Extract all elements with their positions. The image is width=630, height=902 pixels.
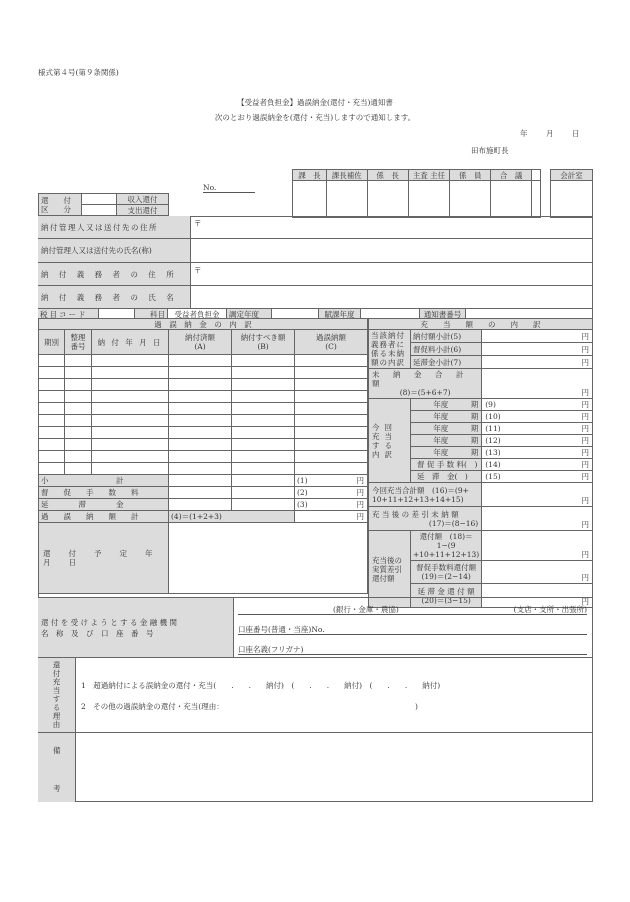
this-time-item: 年度 期	[411, 447, 482, 459]
col-over	[295, 330, 368, 355]
form-number: 様式第４号(第９条関係)	[38, 68, 119, 77]
this-time-item: 督 促 手 数 料( )	[411, 459, 482, 471]
item-no: (11)	[485, 424, 501, 433]
yen: 円	[581, 573, 589, 582]
col-ref-2: 番号	[70, 342, 86, 351]
approval-table	[292, 169, 541, 218]
total-17-1: 充 当 後 の 差 引 未 納 額	[372, 509, 459, 519]
postal-mark: 〒	[194, 219, 202, 228]
refund-type-label-2: 区 分	[41, 204, 71, 214]
col-over-2: (C)	[325, 342, 337, 351]
bank-label	[38, 598, 234, 657]
unpaid-total-value[interactable]	[482, 369, 593, 399]
subject-label: 科目	[135, 309, 168, 320]
remarks-section	[38, 733, 593, 802]
net-item-18	[411, 531, 482, 561]
table-row	[39, 367, 368, 379]
bank-section	[38, 597, 593, 658]
refund-type-check-1[interactable]	[82, 194, 117, 205]
col-ref	[65, 330, 92, 355]
bank-fields	[234, 595, 593, 657]
this-time-value[interactable]	[482, 471, 593, 483]
col-due-2: (B)	[257, 342, 269, 351]
approval-head-4: 主査 主任	[408, 170, 450, 181]
total-17-2: (17)＝(8−16)	[428, 518, 479, 528]
unpaid-total-2: (8)＝(5+6+7)	[399, 388, 451, 397]
taxpayer-name-field[interactable]	[191, 286, 593, 308]
yen: 円	[581, 460, 589, 469]
fee-no: (2)	[297, 488, 308, 497]
accounting-stamp-box[interactable]	[551, 181, 593, 218]
total-17-label	[369, 507, 482, 531]
overpayment-header: 過 誤 納 金 の 内 訳	[39, 319, 368, 330]
branch-suffix: (支店・支所・出張所)	[513, 605, 587, 614]
this-time-value[interactable]	[482, 435, 593, 447]
yen: 円	[356, 500, 364, 509]
yen: 円	[581, 436, 589, 445]
subtotal-value[interactable]	[295, 475, 368, 487]
this-time-value[interactable]	[482, 459, 593, 471]
refund-date-label: 還 付 予 定 年 月 日	[39, 523, 169, 594]
this-time-item: 年度 期	[411, 423, 482, 435]
yen: 円	[581, 388, 589, 397]
fee-label: 督 促 手 数 料	[39, 487, 169, 499]
reason-fields	[76, 658, 593, 732]
this-time-value[interactable]	[482, 411, 593, 423]
delay-no: (3)	[297, 500, 308, 509]
remarks-label-2: 考	[53, 784, 61, 793]
refund-type-label-1: 還 付	[41, 195, 71, 205]
stamp-box[interactable]	[491, 181, 532, 218]
yen: 円	[356, 476, 364, 485]
payee-address-label: 納付管理人又は送付先の住所	[38, 216, 191, 238]
unpaid-value-5[interactable]	[482, 330, 593, 343]
refund-date-field[interactable]	[169, 523, 368, 594]
account-number-field[interactable]: 口座番号(普通・当座)No.	[238, 624, 587, 635]
net-item-19	[411, 561, 482, 584]
date-day: 日	[572, 129, 580, 138]
yen: 円	[356, 488, 364, 497]
notice-no-label: No.	[203, 183, 255, 193]
table-row	[39, 355, 368, 367]
net-20-1: 延 滞 金 還 付 額	[417, 586, 475, 596]
refund-type-check-2[interactable]	[82, 205, 117, 216]
total-label: 過 誤 納 額 計	[39, 511, 169, 523]
table-row	[39, 403, 368, 415]
col-date: 納 付 年 月 日	[92, 330, 169, 355]
col-paid	[169, 330, 232, 355]
appropriation-header: 充 当 額 の 内 訳	[369, 319, 593, 330]
payee-name-label: 納付管理人又は送付先の氏名(称)	[38, 239, 191, 262]
unpaid-total-label	[369, 369, 482, 399]
table-row	[39, 427, 368, 439]
table-row	[39, 415, 368, 427]
delay-label: 延 滞 金	[39, 499, 169, 511]
approval-head-2: 課長補佐	[326, 170, 367, 181]
remarks-label	[38, 733, 76, 802]
reason-line-2[interactable]: 2 その他の過誤納金の還付・充当(理由： )	[81, 702, 418, 711]
approval-head-6: 合 議	[491, 170, 532, 181]
table-row	[39, 379, 368, 391]
col-ref-1: 整理	[70, 333, 86, 342]
bank-name-field[interactable]	[238, 604, 587, 615]
subtotal-label: 小 計	[39, 475, 169, 487]
this-time-item: 年度 期	[411, 411, 482, 423]
net-19-1: 督促手数料還付額	[416, 563, 477, 572]
total-value[interactable]	[295, 511, 368, 523]
bank-label-2: 名 称 及 び 口 座 番 号	[41, 628, 154, 638]
yen: 円	[581, 550, 589, 559]
col-paid-2: (A)	[194, 342, 206, 351]
col-due	[232, 330, 295, 355]
payee-name-field[interactable]	[191, 239, 593, 262]
yen: 円	[581, 496, 589, 505]
taxpayer-address-label: 納 付 義 務 者 の 住 所	[38, 263, 191, 285]
bank-suffix: (銀行・金庫・農協)	[333, 605, 399, 614]
total-16-label	[369, 483, 482, 507]
accounting-head: 会計室	[551, 170, 593, 181]
unpaid-label: 当該納付義務者に係る未納額の内訳	[369, 330, 411, 369]
remarks-field[interactable]	[76, 733, 593, 802]
taxpayer-name-label: 納 付 義 務 者 の 氏 名	[38, 286, 191, 308]
col-paid-1: 納付済額	[185, 333, 215, 342]
net-value-18[interactable]	[482, 531, 593, 561]
total-17-value[interactable]	[482, 507, 593, 531]
total-formula: (4)＝(1+2+3)	[169, 511, 295, 523]
document-title: 【受益者負担金】過誤納金(還付・充当)通知書	[237, 98, 393, 107]
yen: 円	[581, 412, 589, 421]
levy-year-label: 賦課年度	[319, 309, 361, 320]
address-rows	[38, 216, 593, 321]
table-row	[39, 463, 368, 475]
col-due-1: 納付すべき額	[240, 333, 286, 342]
subject-value: 受益者負担金	[168, 309, 227, 320]
approval-head-5: 係 員	[450, 170, 491, 181]
taxpayer-address-field[interactable]	[191, 263, 593, 285]
col-over-1: 過誤納額	[316, 333, 346, 342]
issuer: 田布施町長	[471, 146, 509, 155]
date-year: 年	[520, 129, 528, 138]
stamp-box[interactable]	[326, 181, 367, 218]
item-no: (15)	[485, 472, 501, 481]
payee-address-field[interactable]	[191, 216, 593, 238]
item-no: (13)	[485, 448, 501, 457]
approval-head-3: 係 長	[367, 170, 408, 181]
refund-option-expense[interactable]: 支出還付	[117, 205, 169, 216]
item-no: (14)	[485, 460, 501, 469]
net-value-19[interactable]	[482, 561, 593, 584]
tax-code-label: 税目コード	[38, 309, 99, 320]
yen: 円	[581, 332, 589, 341]
assessment-year-label: 調定年度	[227, 309, 272, 320]
table-row	[39, 451, 368, 463]
remarks-label-1: 備	[53, 746, 61, 755]
net-18-2: +10+11+12+13)	[413, 550, 480, 559]
unpaid-item-7: 延滞金小計(7)	[411, 356, 482, 369]
total-16-2: 10+11+12+13+14+15)	[372, 494, 464, 504]
col-period: 期別	[39, 330, 65, 355]
yen: 円	[581, 472, 589, 481]
unpaid-value-7[interactable]	[482, 356, 593, 369]
date-month: 月	[546, 129, 554, 138]
reason-line-1[interactable]: 1 超過納付による誤納金の還付・充当( . . 納付) ( . . 納付) ( . . 納付)	[81, 681, 441, 690]
yen: 円	[581, 597, 589, 606]
notice-number-label: 通知書番号	[420, 309, 466, 320]
postal-mark: 〒	[194, 266, 202, 275]
stamp-box[interactable]	[408, 181, 450, 218]
accounting-table	[550, 169, 593, 218]
bank-label-1: 還 付 を 受 け よ う と す る 金 融 機 関	[41, 617, 177, 627]
stamp-box[interactable]	[367, 181, 408, 218]
approval-head-1: 課 長	[293, 170, 327, 181]
account-name-field[interactable]: 口座名義(フリガナ)	[238, 644, 587, 655]
unpaid-item-5: 納付額小計(5)	[411, 330, 482, 343]
yen: 円	[581, 358, 589, 367]
refund-type-table	[38, 193, 169, 216]
item-no: (9)	[485, 400, 496, 409]
reason-label: 還付充当する理由	[38, 658, 76, 732]
overpayment-table	[38, 318, 368, 594]
this-time-label: 今回充当する内訳	[369, 399, 411, 483]
table-row	[39, 439, 368, 451]
yen: 円	[356, 512, 364, 521]
delay-value[interactable]	[295, 499, 368, 511]
total-16-value[interactable]	[482, 483, 593, 507]
appropriation-table	[368, 318, 593, 608]
unpaid-item-6: 督促料小計(6)	[411, 343, 482, 356]
net-18-1: 還付額 (18)＝1−(9	[419, 532, 473, 550]
refund-option-income[interactable]: 収入還付	[117, 194, 169, 205]
stamp-box[interactable]	[450, 181, 491, 218]
stamp-box[interactable]	[293, 181, 327, 218]
this-time-value[interactable]	[482, 447, 593, 459]
yen: 円	[581, 520, 589, 529]
net-20-2: (20)＝(3−15)	[421, 595, 471, 605]
table-row	[39, 391, 368, 403]
subtotal-no: (1)	[297, 476, 308, 485]
total-16-1: 今回充当合計額 (16)＝(9+	[372, 485, 469, 495]
net-19-2: (19)＝(2−14)	[421, 572, 471, 581]
yen: 円	[581, 345, 589, 354]
yen: 円	[581, 448, 589, 457]
document-subtitle: 次のとおり過誤納金を(還付・充当)しますので通知します。	[214, 113, 416, 122]
yen: 円	[581, 424, 589, 433]
this-time-item: 年度 期	[411, 435, 482, 447]
unpaid-total-1: 未 納 金 合 計 額	[372, 370, 477, 388]
fee-value[interactable]	[295, 487, 368, 499]
this-time-item: 年度 期	[411, 399, 482, 411]
item-no: (12)	[485, 436, 501, 445]
yen: 円	[581, 400, 589, 409]
this-time-value[interactable]	[482, 423, 593, 435]
unpaid-value-6[interactable]	[482, 343, 593, 356]
reason-section	[38, 658, 593, 733]
this-time-item: 延 滞 金( )	[411, 471, 482, 483]
item-no: (10)	[485, 412, 501, 421]
net-refund-label: 充当後の実質差引還付額	[369, 531, 411, 608]
this-time-value[interactable]	[482, 399, 593, 411]
